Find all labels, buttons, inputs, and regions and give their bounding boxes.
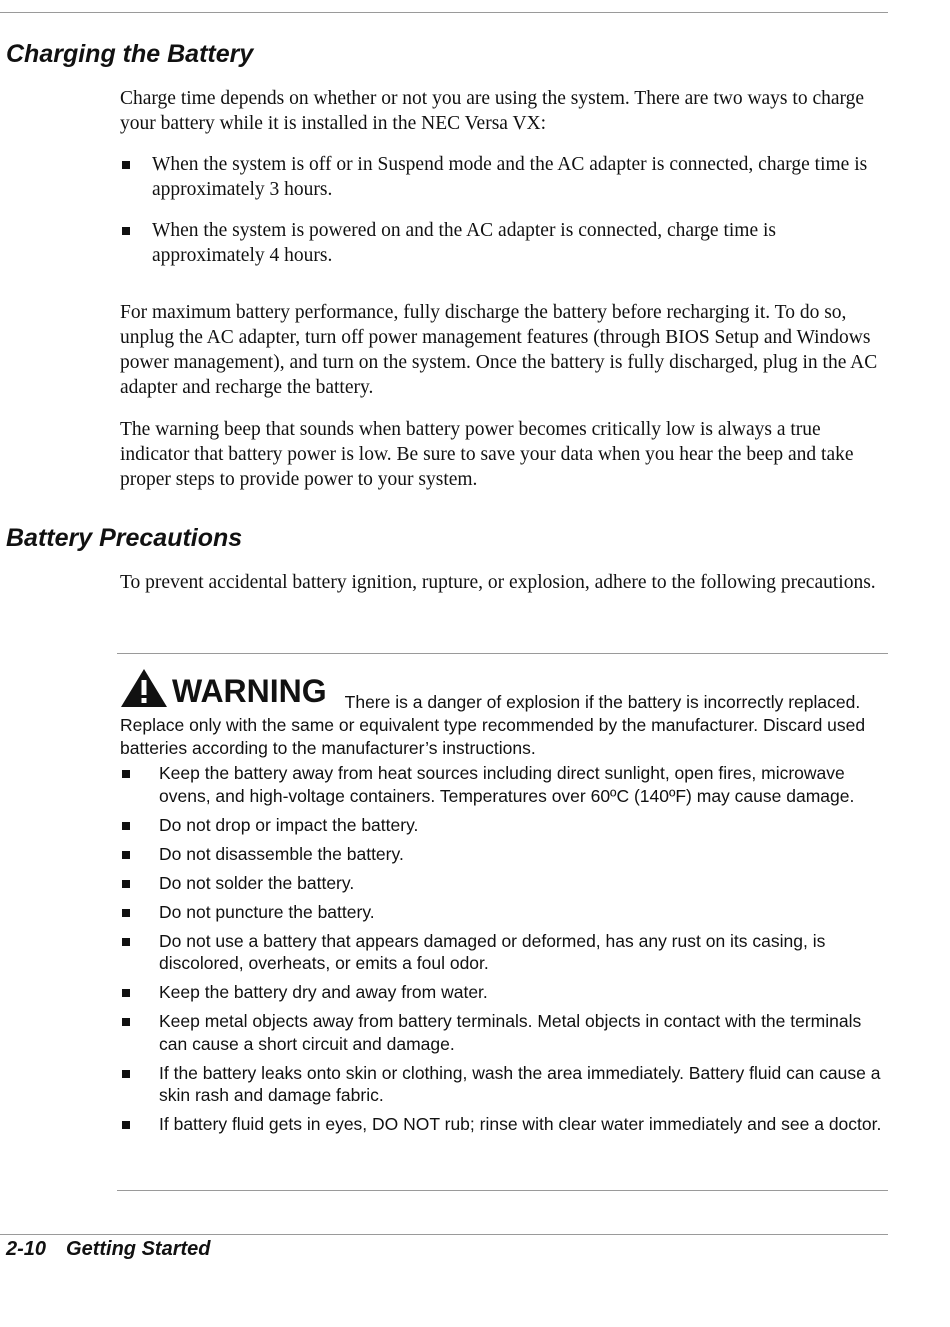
bullet-square-icon	[122, 1121, 130, 1129]
top-rule	[0, 12, 888, 13]
list-item: Do not disassemble the battery.	[120, 843, 888, 866]
warning-triangle-icon	[120, 668, 168, 708]
list-item: If the battery leaks onto skin or clothing, wash the area immediately. Battery fluid can cause a skin rash and damage fabric.	[120, 1062, 888, 1107]
warning-text: There is a danger of explosion if the battery is incorrectly replaced. Replace only with the same or equivalent type recommended by the manufacturer. Discard used batteries according to the manufacturer’s instructions.	[120, 692, 866, 758]
list-item: Do not puncture the battery.	[120, 901, 888, 924]
bullet-square-icon	[122, 1070, 130, 1078]
page-footer	[6, 1236, 210, 1262]
warning-top-rule	[117, 653, 888, 654]
list-item: If battery fluid gets in eyes, DO NOT rub; rinse with clear water immediately and see a doctor.	[120, 1113, 888, 1136]
bullet-square-icon	[122, 822, 130, 830]
bullet-square-icon	[122, 770, 130, 778]
bullet-square-icon	[122, 227, 130, 235]
list-item: Keep the battery dry and away from water.	[120, 981, 888, 1004]
page-number: 2-10	[6, 1238, 47, 1260]
chapter-title: Getting Started	[66, 1238, 211, 1260]
bullet-square-icon	[122, 851, 130, 859]
warning-heading	[120, 668, 327, 708]
section-title-precautions: Battery Precautions	[6, 524, 243, 552]
bullet-square-icon	[122, 161, 130, 169]
warning-box	[120, 668, 885, 760]
list-item: Do not solder the battery.	[120, 872, 888, 895]
list-item: When the system is off or in Suspend mode and the AC adapter is connected, charge time is approximately 3 hours.	[120, 152, 885, 202]
bullet-square-icon	[122, 880, 130, 888]
bullet-square-icon	[122, 909, 130, 917]
section-title-charging: Charging the Battery	[6, 40, 254, 68]
charge-time-list	[120, 152, 885, 284]
charging-intro: Charge time depends on whether or not you are using the system. There are two ways to charge your battery while it is installed in the NEC Versa VX:	[120, 88, 865, 134]
list-item: Do not drop or impact the battery.	[120, 814, 888, 837]
warning-bottom-rule	[117, 1190, 888, 1191]
warning-label: WARNING	[172, 673, 327, 709]
warning-beep-paragraph: The warning beep that sounds when battery power becomes critically low is always a true indicator that battery power is low. Be sure to save your data when you hear the beep and take proper steps to provide power to your system.	[120, 419, 854, 490]
bullet-square-icon	[122, 1018, 130, 1026]
list-item: Keep metal objects away from battery terminals. Metal objects in contact with the terminals can cause a short circuit and damage.	[120, 1010, 888, 1055]
list-item: When the system is powered on and the AC adapter is connected, charge time is approximately 4 hours.	[120, 218, 885, 268]
discharge-paragraph: For maximum battery performance, fully discharge the battery before recharging it. To do so, unplug the AC adapter, turn off power management features (through BIOS Setup and Windows power management), and turn on the system. Once the battery is fully discharged, plug in the AC adapter and recharge the battery.	[120, 302, 878, 398]
bullet-square-icon	[122, 938, 130, 946]
list-item: Keep the battery away from heat sources including direct sunlight, open fires, microwave ovens, and high-voltage containers. Temperatures over 60ºC (140ºF) may cause damage.	[120, 762, 888, 807]
footer-rule	[0, 1234, 888, 1235]
list-item: Do not use a battery that appears damaged or deformed, has any rust on its casing, is discolored, overheats, or emits a foul odor.	[120, 930, 888, 975]
bullet-square-icon	[122, 989, 130, 997]
precautions-list	[120, 762, 888, 1142]
precautions-intro: To prevent accidental battery ignition, rupture, or explosion, adhere to the following precautions.	[120, 572, 876, 593]
